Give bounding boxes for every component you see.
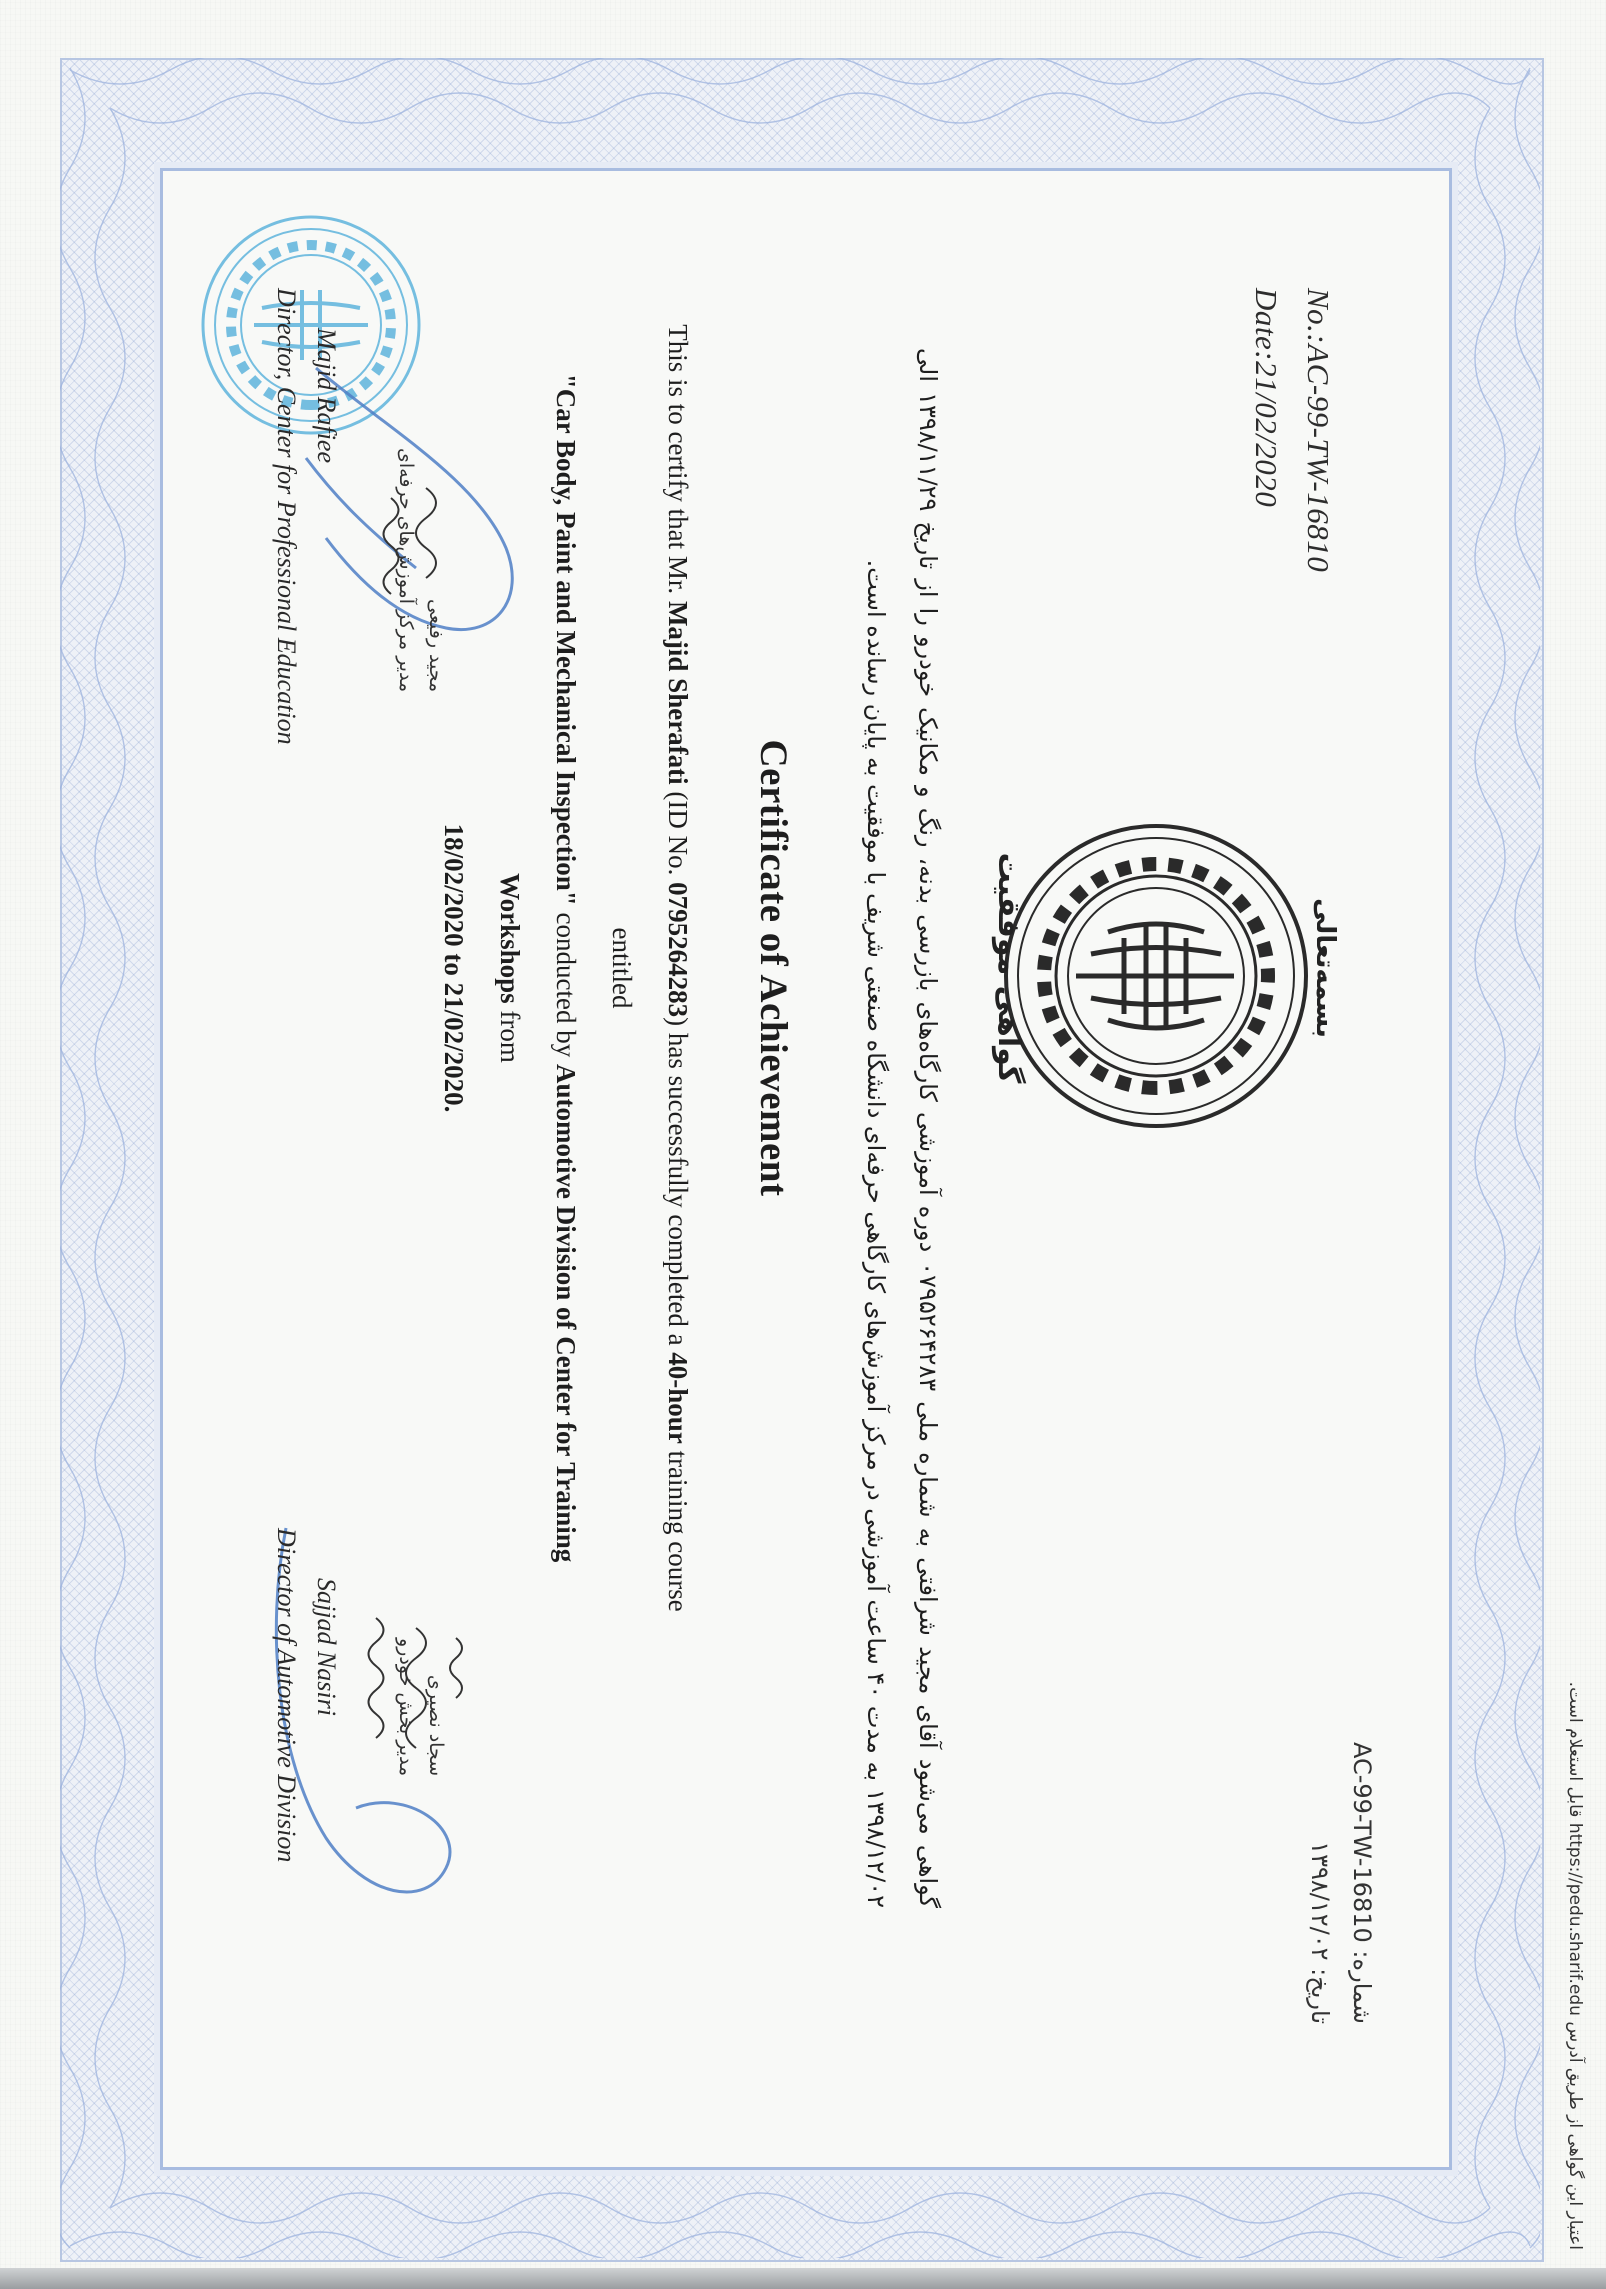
recipient-name: Majid Sherafati — [663, 600, 693, 785]
course-hours: 40-hour — [663, 1352, 693, 1444]
right-signatory-title: Director of Automotive Division — [272, 1528, 301, 1863]
certificate-number-fa: AC-99-TW-16810 :شماره — [1348, 1741, 1376, 2024]
right-signatory-name: Sajjad Nasiri — [312, 1578, 341, 1716]
body-text: from — [495, 1010, 525, 1063]
left-signatory-fa: مجید رفیعی مدیر مرکز آموزش‌های حرفه‌ای — [395, 448, 447, 693]
certificate-body-fa: گواهی می‌شود آقای مجید شرافتی به شماره ملی ۰۷۹۵۲۶۴۲۸۳ دوره آموزشی کارگاه‌های بازرسی بدنه، رنگ و مکانیک خودرو را از تاریخ ۱۳۹۸/۱۱/۲۹ الی ۱۳۹۸/۱۲/۰۲ به مدت ۴۰ ساعت آموزشی در مرکز آموزش‌های کارگاهی حرفه‌ای دانشگاه صنعتی شریف با موفقیت به پایان رسانده است. — [862, 348, 942, 1908]
certificate-date-fa: تاریخ: ۱۳۹۸/۱۲/۰۲ — [1306, 1841, 1334, 2024]
verification-footer: اعتبار این گواهی از طریق آدرس https://pedu.sharif.edu قابل استعلام است. — [1565, 1681, 1585, 2250]
right-signatory-fa: سجاد نصیری مدیر بخش خودرو — [395, 1638, 447, 1777]
bismillah-heading: بسمه‌تعالی — [1310, 898, 1340, 1038]
recipient-id: 0795264283 — [663, 882, 693, 1018]
course-title: "Car Body, Paint and Mechanical Inspection" — [551, 373, 581, 906]
scan-edge — [0, 2268, 1606, 2289]
body-text: training course entitled — [607, 927, 693, 1612]
left-signatory-name: Majid Rafiee — [312, 328, 341, 464]
body-text: conducted by — [551, 912, 581, 1058]
certificate-title-fa: گواهی موفقیت — [991, 852, 1026, 1084]
left-signatory-title: Director, Center for Professional Education — [272, 288, 301, 745]
organization: Automotive Division of Center for Training Workshops — [495, 873, 581, 1563]
certificate-number-en: No.:AC-99-TW-16810 — [1301, 288, 1336, 573]
university-seal-icon — [996, 816, 1316, 1136]
certificate-title-en: Certificate of Achievement — [752, 739, 795, 1197]
right-signatory — [266, 1528, 346, 2088]
left-signatory — [266, 288, 346, 888]
certificate-date-en: Date:21/02/2020 — [1249, 288, 1284, 508]
body-text: (ID No. — [663, 791, 693, 876]
body-text: ) has successfully completed a — [663, 1017, 693, 1346]
certificate-content — [160, 168, 1446, 2164]
course-dates: 18/02/2020 to 21/02/2020. — [439, 823, 469, 1113]
body-text: This is to certify that Mr. — [663, 324, 693, 595]
